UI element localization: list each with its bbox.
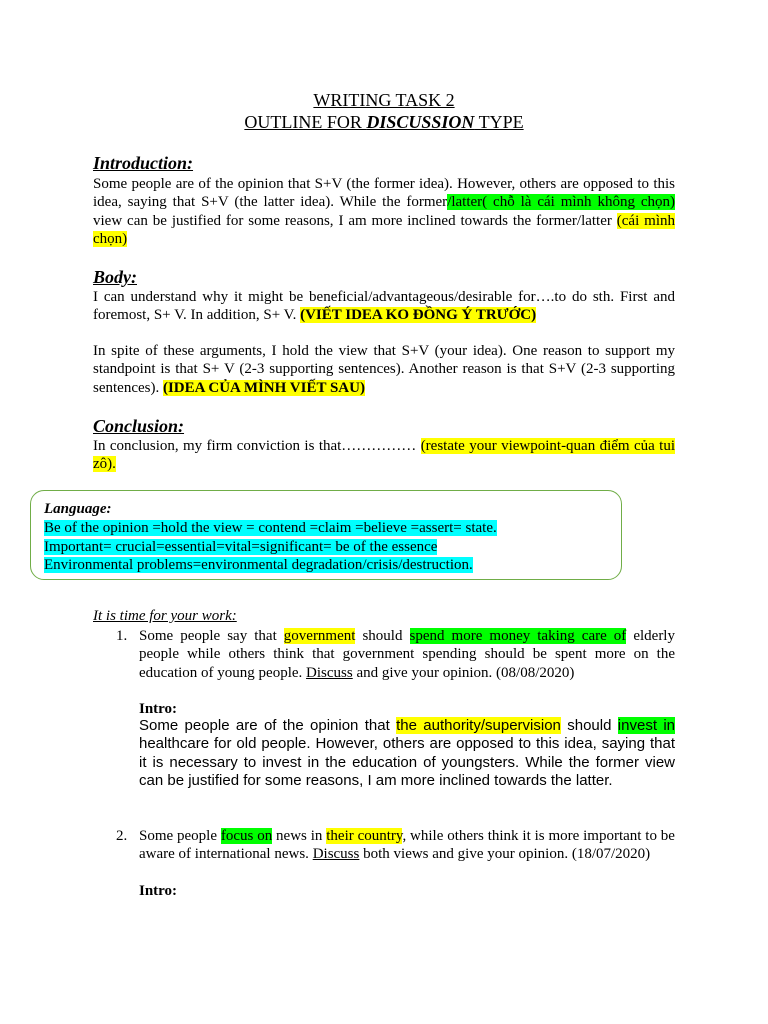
language-line-1 — [44, 519, 497, 537]
item-1-intro-s5: healthcare for old people. However, others are opposed to this idea, saying that it is necessary to invest in the education of youngsters. While the former view can be justified for some reasons, I am more inclined towards the latter. — [139, 735, 675, 790]
body-heading: Body: — [93, 267, 137, 287]
language-line-3 — [44, 556, 473, 574]
item-1-text-c: should — [355, 628, 410, 644]
subtitle-emphasis: DISCUSSION — [366, 112, 475, 132]
document-title: WRITING TASK 2 — [313, 90, 455, 110]
item-1-intro-s3: should — [560, 717, 618, 734]
body-p2-highlight: (IDEA CỦA MÌNH VIẾT SAU) — [162, 379, 365, 396]
item-1-intro-highlight-authority: the authority/supervision — [396, 717, 561, 734]
item-2-text-g: both views and give your opinion. (18/07/2020) — [359, 846, 651, 863]
intro-text-2: view can be justified for some reasons, I am more inclined towards the former/latter — [93, 212, 617, 229]
item-1-highlight-government: government — [283, 628, 356, 644]
intro-highlight-yellow: (cái mình chọn) — [93, 212, 675, 248]
conclusion-heading: Conclusion: — [93, 416, 185, 436]
conclusion-highlight: (restate your viewpoint-quan điểm của tui zô). — [93, 438, 675, 473]
item-2-text-e: , while others think it is more important to be aware of international news. — [139, 828, 675, 863]
introduction-paragraph — [93, 175, 675, 249]
introduction-heading: Introduction: — [93, 153, 194, 173]
intro-highlight-green: /latter( chỗ là cái mình không chọn) — [447, 194, 675, 211]
intro-text-1: Some people are of the opinion that S+V (the former idea). However, others are opposed to this idea, saying that S+V (the latter idea). While the former — [93, 176, 675, 211]
item-1-prompt — [139, 627, 675, 682]
item-1-intro-answer — [139, 717, 675, 791]
language-line-3-text: Environmental problems=environmental degradation/crisis/destruction. — [44, 557, 473, 573]
language-line-1-text: Be of the opinion =hold the view = contend =claim =believe =assert= state. — [44, 520, 497, 536]
body-p2-text: In spite of these arguments, I hold the view that S+V (your idea). One reason to support my standpoint is that S+ V (2-3 supporting sentences). Another reason is that S+V (2-3 supporting sentences). — [93, 343, 675, 396]
item-2-text-c: news in — [272, 828, 327, 844]
subtitle-prefix: OUTLINE FOR — [244, 112, 367, 132]
item-1-text-e: elderly people while others think that government spending should be spent more on the education of young people. — [139, 628, 675, 681]
item-2-intro-label: Intro: — [139, 883, 178, 899]
body-p1-text: I can understand why it might be beneficial/advantageous/desirable for….to do sth. First and foremost, S+ V. In addition, S+ V. — [93, 289, 675, 324]
work-heading: It is time for your work: — [93, 608, 237, 624]
item-1-text-g: and give your opinion. (08/08/2020) — [352, 664, 575, 681]
item-1-text-a: Some people say that — [139, 628, 284, 644]
item-1-discuss: Discuss — [306, 664, 353, 681]
language-line-2-text: Important= crucial=essential=vital=significant= be of the essence — [44, 539, 438, 555]
item-2-highlight-country: their country — [326, 828, 403, 844]
item-2-highlight-focus: focus on — [220, 828, 273, 844]
item-1-number: 1. — [116, 628, 128, 644]
item-2-discuss: Discuss — [312, 846, 360, 863]
language-title: Language: — [44, 501, 112, 517]
item-1-intro-s1: Some people are of the opinion that — [139, 717, 397, 734]
body-paragraph-2 — [93, 342, 675, 397]
item-1-highlight-spend: spend more money taking care of — [409, 628, 627, 644]
document-subtitle — [0, 111, 768, 133]
item-2-number: 2. — [116, 828, 128, 844]
language-line-2 — [44, 538, 437, 556]
subtitle-suffix: TYPE — [474, 112, 524, 132]
item-1-intro-label: Intro: — [139, 701, 178, 717]
conclusion-paragraph — [93, 437, 675, 474]
item-2-prompt — [139, 827, 675, 864]
body-paragraph-1 — [93, 288, 675, 325]
item-1-intro-highlight-invest: invest in — [617, 717, 676, 734]
body-p1-highlight: (VIẾT IDEA KO ĐỒNG Ý TRƯỚC) — [300, 307, 537, 324]
conclusion-text: In conclusion, my firm conviction is that…………… — [93, 438, 421, 454]
item-2-text-a: Some people — [139, 828, 221, 844]
